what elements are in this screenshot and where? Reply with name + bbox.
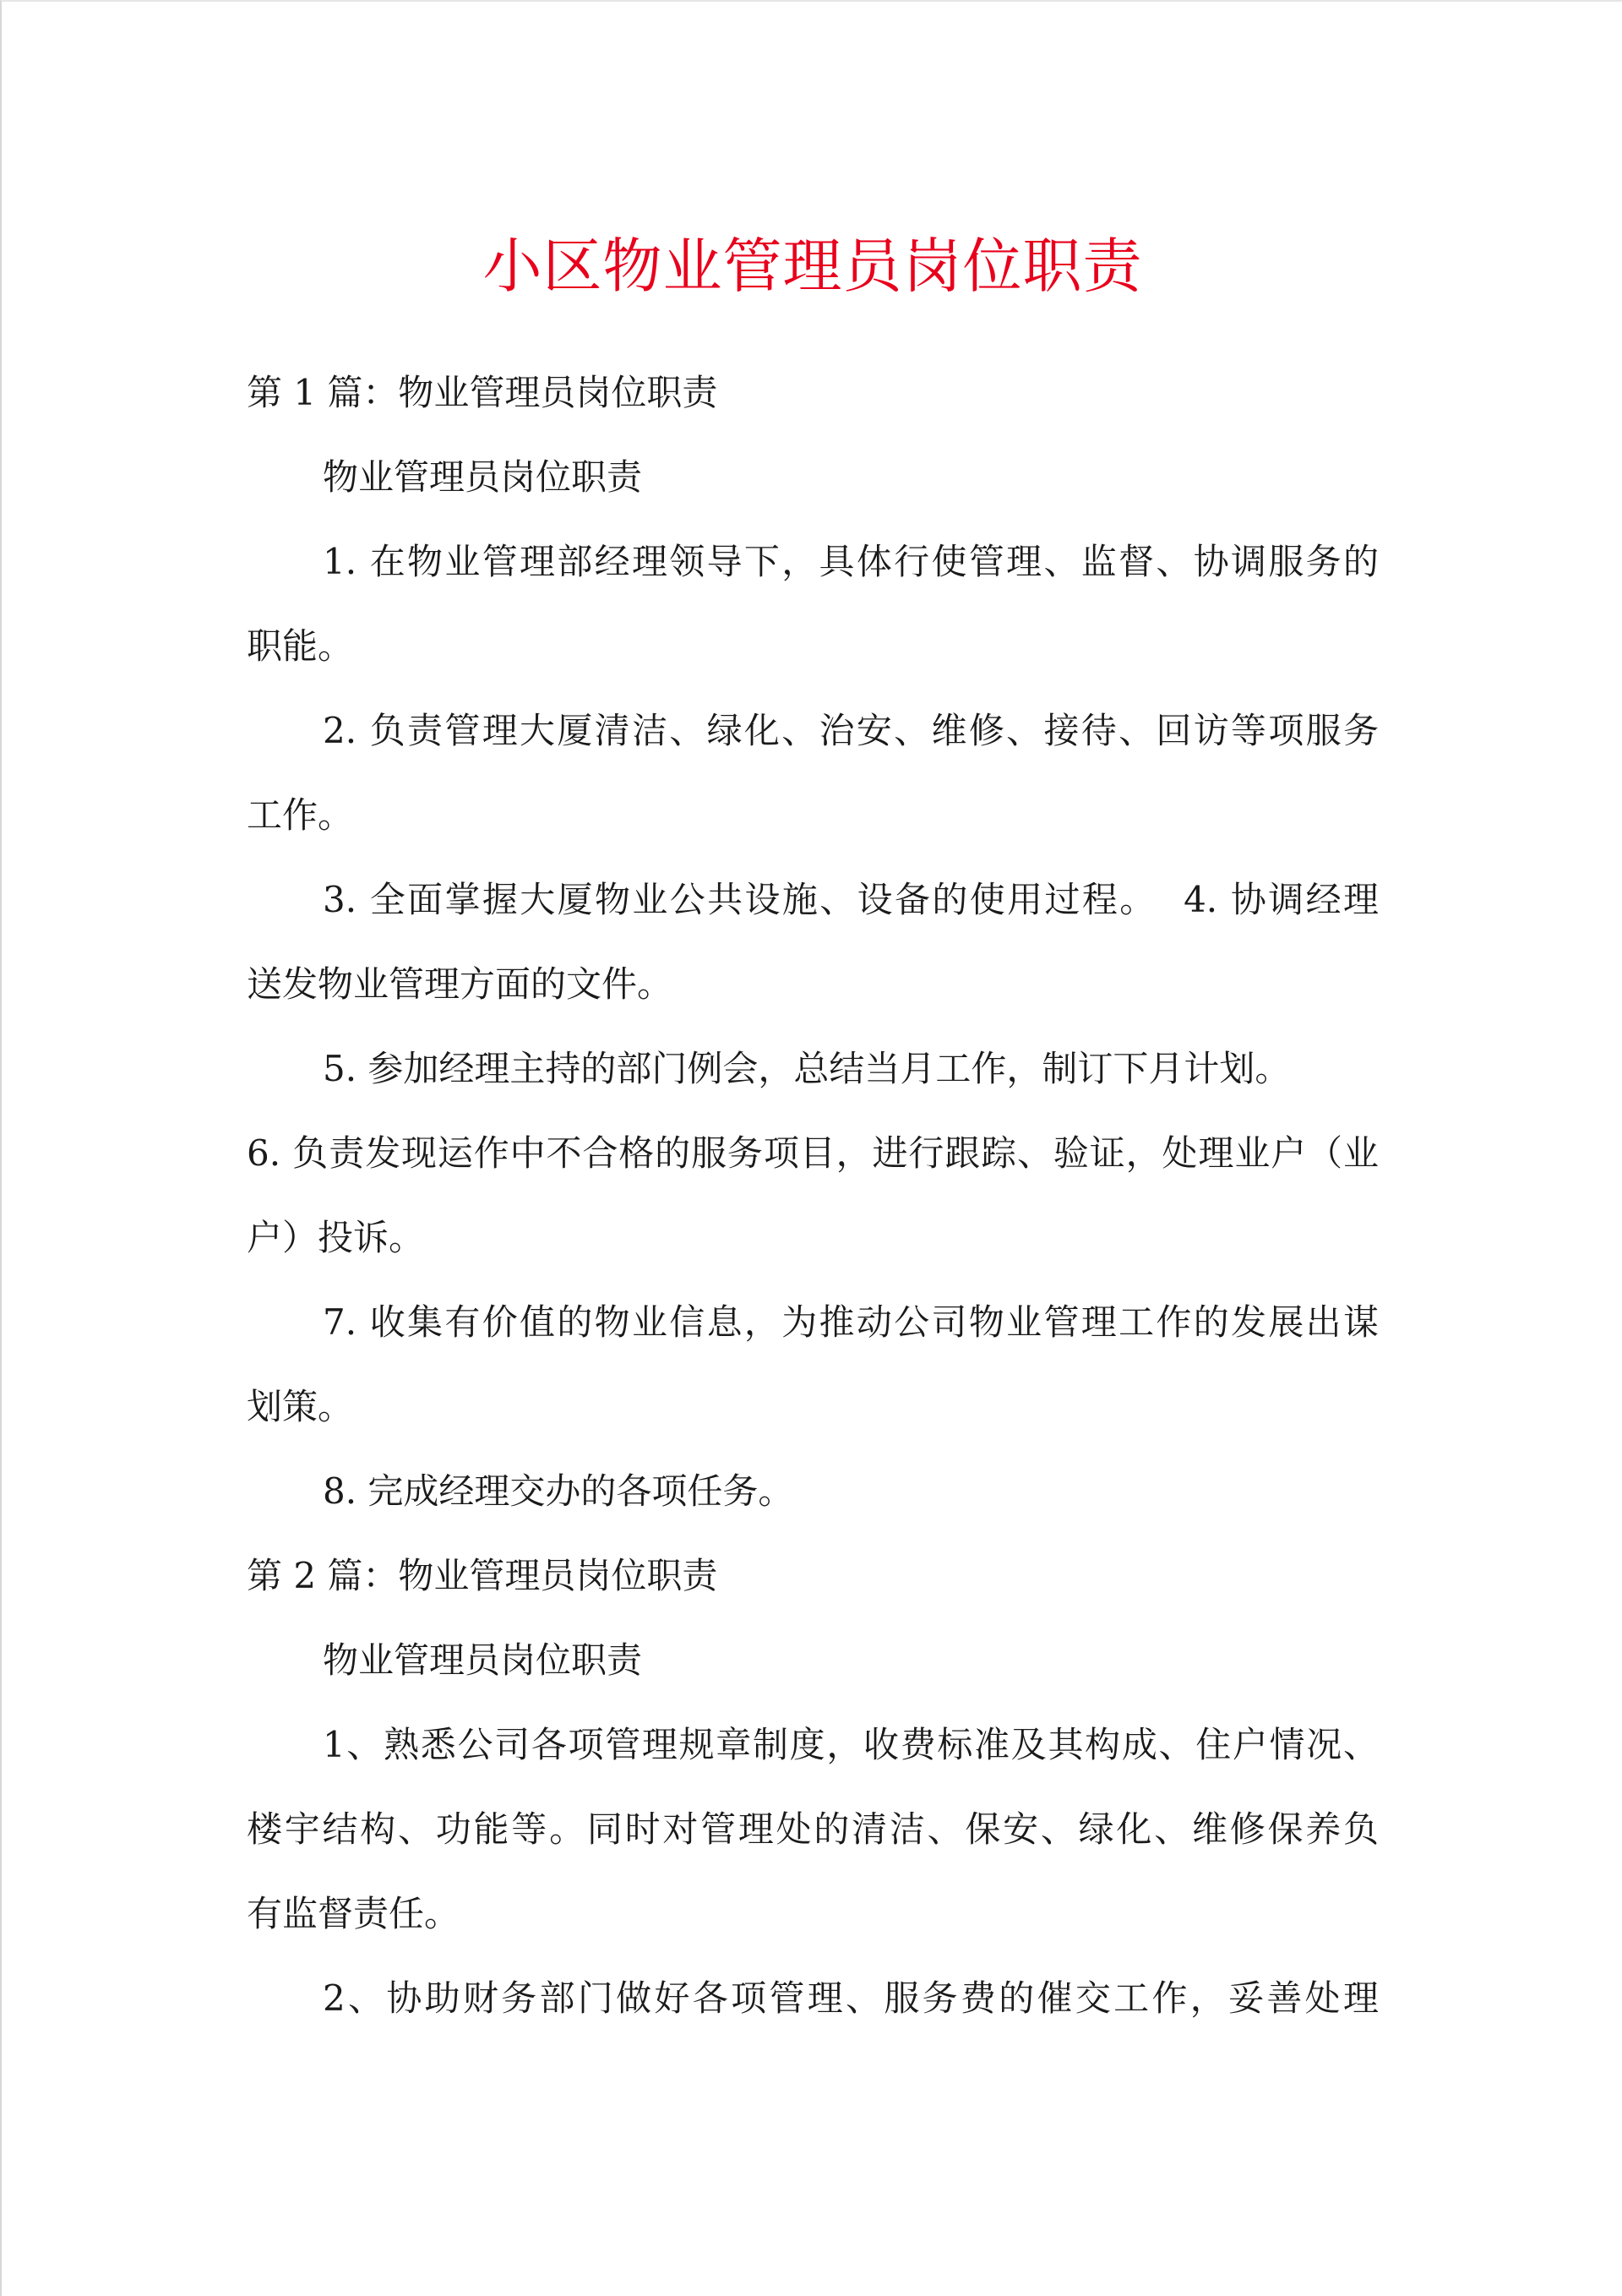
paragraph-line: 5. 参加经理主持的部门例会，总结当月工作，制订下月计划。 bbox=[323, 1048, 1291, 1089]
paragraph-line: 6. 负责发现运作中不合格的服务项目，进行跟踪、验证，处理业户（业 bbox=[247, 1132, 1379, 1174]
paragraph-line: 户）投诉。 bbox=[247, 1217, 425, 1258]
paragraph-line: 有监督责任。 bbox=[247, 1893, 460, 1934]
paragraph-line: 3. 全面掌握大厦物业公共设施、设备的使用过程。 4. 协调经理 bbox=[323, 879, 1379, 920]
section-heading-2: 第 2 篇：物业管理员岗位职责 bbox=[247, 1555, 718, 1596]
paragraph-line: 2、协助财务部门做好各项管理、服务费的催交工作，妥善处理 bbox=[323, 1977, 1379, 2019]
section-heading-1: 第 1 篇：物业管理员岗位职责 bbox=[247, 372, 718, 413]
paragraph-line: 职能。 bbox=[247, 625, 354, 667]
paragraph-line: 2. 负责管理大厦清洁、绿化、治安、维修、接待、回访等项服务 bbox=[323, 710, 1379, 751]
document-title: 小区物业管理员岗位职责 bbox=[482, 232, 1143, 301]
paragraph-line: 划策。 bbox=[247, 1386, 354, 1427]
paragraph-line: 送发物业管理方面的文件。 bbox=[247, 963, 673, 1005]
paragraph-line: 楼宇结构、功能等。同时对管理处的清洁、保安、绿化、维修保养负 bbox=[247, 1808, 1379, 1850]
subheading-2: 物业管理员岗位职责 bbox=[323, 1639, 643, 1681]
paragraph-line: 8. 完成经理交办的各项任务。 bbox=[323, 1470, 794, 1512]
paragraph-line: 1、熟悉公司各项管理规章制度，收费标准及其构成、住户情况、 bbox=[323, 1724, 1379, 1765]
paragraph-line: 1. 在物业管理部经理领导下，具体行使管理、监督、协调服务的 bbox=[323, 541, 1379, 582]
paragraph-line: 工作。 bbox=[247, 794, 354, 836]
paragraph-line: 7. 收集有价值的物业信息，为推动公司物业管理工作的发展出谋 bbox=[323, 1301, 1379, 1343]
subheading-1: 物业管理员岗位职责 bbox=[323, 456, 643, 498]
